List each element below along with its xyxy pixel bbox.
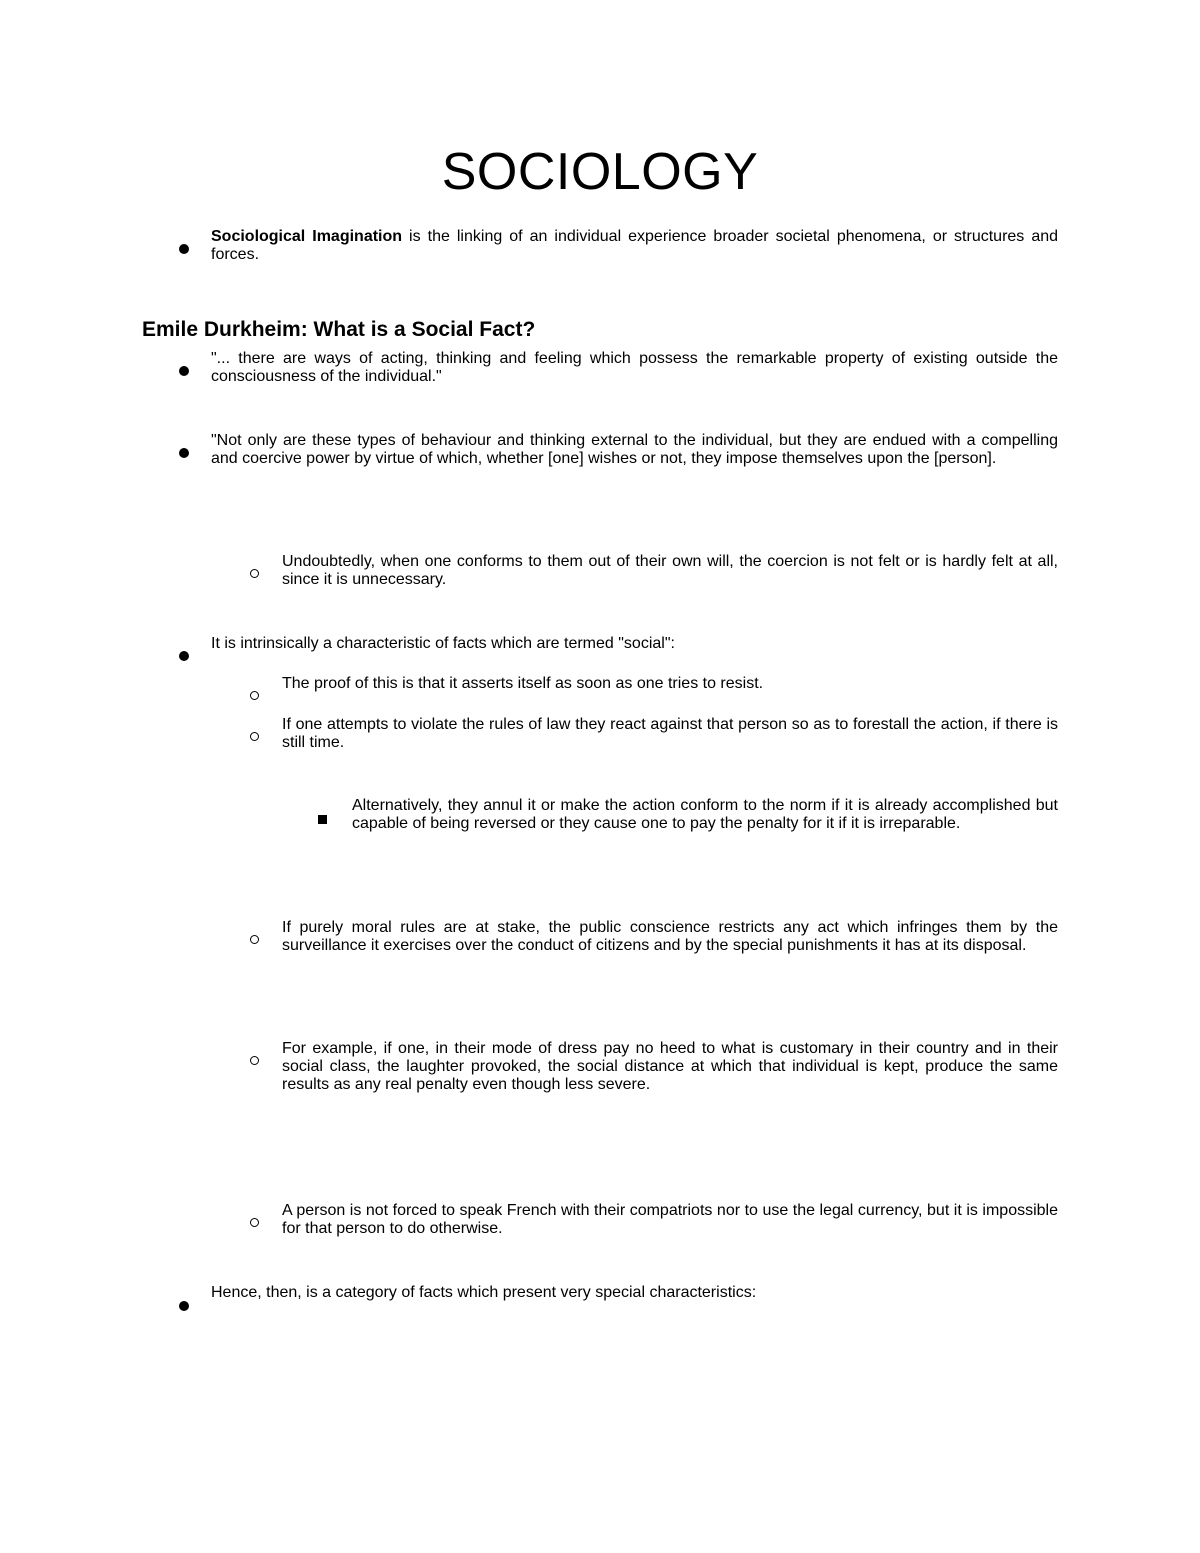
- bullet-circle: [250, 1218, 259, 1227]
- intro-text: is the linking of an individual experience broader societal phenomena, or structures and forces.: [211, 228, 1059, 263]
- document-title: SOCIOLOGY: [441, 143, 759, 201]
- intro-paragraph: [211, 228, 1058, 264]
- bullet-disc: [179, 1301, 189, 1311]
- bullet-disc: [179, 366, 189, 376]
- list-item: The proof of this is that it asserts itself as soon as one tries to resist.: [282, 675, 764, 692]
- list-item: Undoubtedly, when one conforms to them out of their own will, the coercion is not felt or is hardly felt at all, since it is unnecessary.: [282, 553, 1058, 588]
- bullet-disc: [179, 448, 189, 458]
- list-item: It is intrinsically a characteristic of facts which are termed "social":: [211, 635, 675, 652]
- bullet-disc: [179, 651, 189, 661]
- list-item: If one attempts to violate the rules of law they react against that person so as to forestall the action, if there is still time.: [282, 716, 1058, 751]
- list-item: "Not only are these types of behaviour and thinking external to the individual, but they are endued with a compelling and coercive power by virtue of which, whether [one] wishes or not, they impose themselves upon the [person].: [211, 432, 1058, 467]
- intro-term: Sociological Imagination: [211, 228, 403, 245]
- bullet-circle: [250, 569, 259, 578]
- bullet-square: [318, 815, 327, 824]
- bullet-circle: [250, 1056, 259, 1065]
- list-item: A person is not forced to speak French with their compatriots nor to use the legal currency, but it is impossible for that person to do otherwise.: [282, 1202, 1058, 1237]
- list-item: Alternatively, they annul it or make the action conform to the norm if it is already accomplished but capable of being reversed or they cause one to pay the penalty for it if it is irreparable.: [352, 797, 1058, 832]
- bullet-circle: [250, 935, 259, 944]
- bullet-circle: [250, 691, 259, 700]
- bullet-circle: [250, 732, 259, 741]
- list-item: "... there are ways of acting, thinking and feeling which possess the remarkable property of existing outside the consciousness of the individual.": [211, 350, 1058, 385]
- list-item: If purely moral rules are at stake, the public conscience restricts any act which infringes them by the surveillance it exercises over the conduct of citizens and by the special punishments it has at its disposal.: [282, 919, 1058, 954]
- list-item: Hence, then, is a category of facts which present very special characteristics:: [211, 1284, 757, 1301]
- list-item: For example, if one, in their mode of dress pay no heed to what is customary in their country and in their social class, the laughter provoked, the social distance at which that individual is kept, produce the same results as any real penalty even though less severe.: [282, 1040, 1058, 1093]
- bullet-disc: [179, 244, 189, 254]
- section-heading: Emile Durkheim: What is a Social Fact?: [142, 318, 536, 341]
